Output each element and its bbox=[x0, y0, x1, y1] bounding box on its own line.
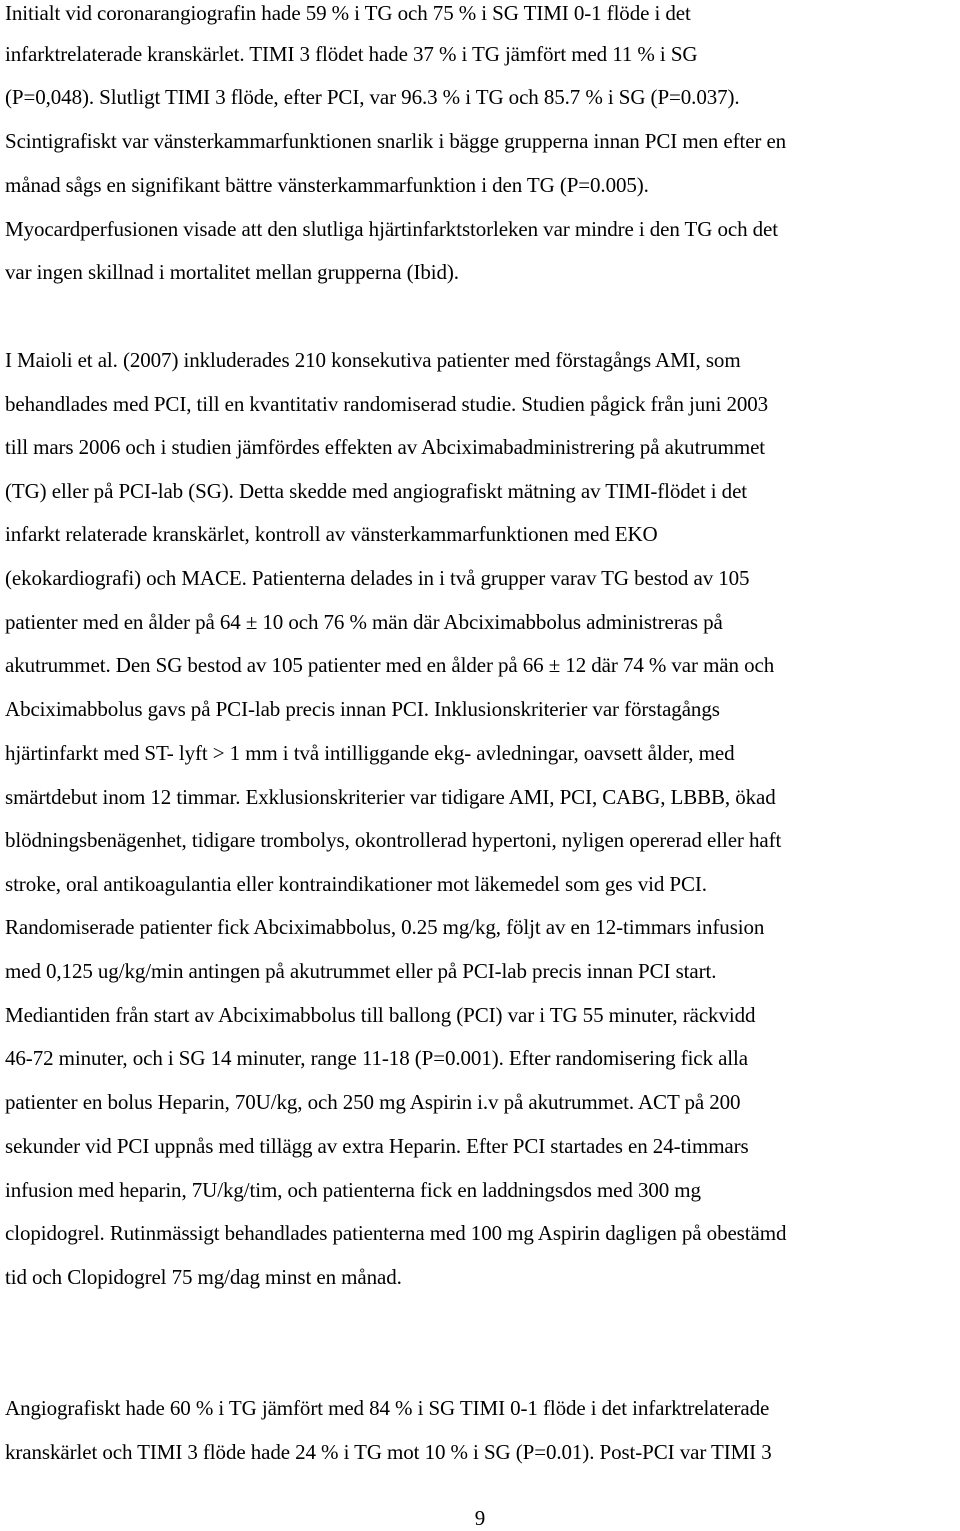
text-line: Myocardperfusionen visade att den slutliga hjärtinfarktstorleken var mindre i den TG och det bbox=[5, 217, 779, 241]
text-line: stroke, oral antikoagulantia eller kontraindikationer mot läkemedel som ges vid PCI. bbox=[5, 872, 707, 896]
text-line: I Maioli et al. (2007) inkluderades 210 konsekutiva patienter med förstagångs AMI, som bbox=[5, 348, 741, 372]
text-line: infarktrelaterade kranskärlet. TIMI 3 flödet hade 37 % i TG jämfört med 11 % i SG bbox=[5, 42, 698, 66]
text-line: smärtdebut inom 12 timmar. Exklusionskriterier var tidigare AMI, PCI, CABG, LBBB, ökad bbox=[5, 785, 776, 809]
text-line: månad sågs en signifikant bättre vänsterkammarfunktion i den TG (P=0.005). bbox=[5, 173, 649, 197]
text-line: infarkt relaterade kranskärlet, kontroll av vänsterkammarfunktionen med EKO bbox=[5, 522, 658, 546]
text-line: (ekokardiografi) och MACE. Patienterna delades in i två grupper varav TG bestod av 105 bbox=[5, 566, 750, 590]
text-line: blödningsbenägenhet, tidigare trombolys, okontrollerad hypertoni, nyligen opererad eller haft bbox=[5, 828, 782, 852]
text-line: tid och Clopidogrel 75 mg/dag minst en månad. bbox=[5, 1265, 402, 1289]
text-line: Initialt vid coronarangiografin hade 59 % i TG och 75 % i SG TIMI 0-1 flöde i det bbox=[5, 1, 691, 25]
text-line: sekunder vid PCI uppnås med tillägg av extra Heparin. Efter PCI startades en 24-timmars bbox=[5, 1134, 749, 1158]
text-line: kranskärlet och TIMI 3 flöde hade 24 % i TG mot 10 % i SG (P=0.01). Post-PCI var TIMI 3 bbox=[5, 1440, 772, 1464]
text-line: patienter en bolus Heparin, 70U/kg, och 250 mg Aspirin i.v på akutrummet. ACT på 200 bbox=[5, 1090, 741, 1114]
text-line: patienter med en ålder på 64 ± 10 och 76 % män där Abciximabbolus administreras på bbox=[5, 610, 723, 634]
text-line: Randomiserade patienter fick Abciximabbolus, 0.25 mg/kg, följt av en 12-timmars infusion bbox=[5, 915, 765, 939]
text-line: Abciximabbolus gavs på PCI-lab precis innan PCI. Inklusionskriterier var förstagångs bbox=[5, 697, 720, 721]
text-line: Angiografiskt hade 60 % i TG jämfört med 84 % i SG TIMI 0-1 flöde i det infarktrelaterade bbox=[5, 1396, 770, 1420]
text-line: till mars 2006 och i studien jämfördes effekten av Abciximabadministrering på akutrummet bbox=[5, 435, 766, 459]
text-line: (P=0,048). Slutligt TIMI 3 flöde, efter PCI, var 96.3 % i TG och 85.7 % i SG (P=0.037). bbox=[5, 85, 740, 109]
page-number: 9 bbox=[474, 1506, 486, 1530]
text-line: Mediantiden från start av Abciximabbolus till ballong (PCI) var i TG 55 minuter, räckvidd bbox=[5, 1003, 756, 1027]
text-line: behandlades med PCI, till en kvantitativ randomiserad studie. Studien pågick från juni 2003 bbox=[5, 392, 769, 416]
text-line: infusion med heparin, 7U/kg/tim, och patienterna fick en laddningsdos med 300 mg bbox=[5, 1178, 701, 1202]
text-line: med 0,125 ug/kg/min antingen på akutrummet eller på PCI-lab precis innan PCI start. bbox=[5, 959, 717, 983]
text-line: clopidogrel. Rutinmässigt behandlades patienterna med 100 mg Aspirin dagligen på obestämd bbox=[5, 1221, 787, 1245]
text-line: akutrummet. Den SG bestod av 105 patienter med en ålder på 66 ± 12 där 74 % var män och bbox=[5, 653, 775, 677]
text-line: 46-72 minuter, och i SG 14 minuter, range 11-18 (P=0.001). Efter randomisering fick alla bbox=[5, 1046, 748, 1070]
text-line: Scintigrafiskt var vänsterkammarfunktionen snarlik i bägge grupperna innan PCI men efter en bbox=[5, 129, 787, 153]
text-line: hjärtinfarkt med ST- lyft > 1 mm i två intilliggande ekg- avledningar, oavsett ålder, med bbox=[5, 741, 735, 765]
text-line: (TG) eller på PCI-lab (SG). Detta skedde med angiografiskt mätning av TIMI-flödet i det bbox=[5, 479, 748, 503]
text-line: var ingen skillnad i mortalitet mellan grupperna (Ibid). bbox=[5, 260, 459, 284]
